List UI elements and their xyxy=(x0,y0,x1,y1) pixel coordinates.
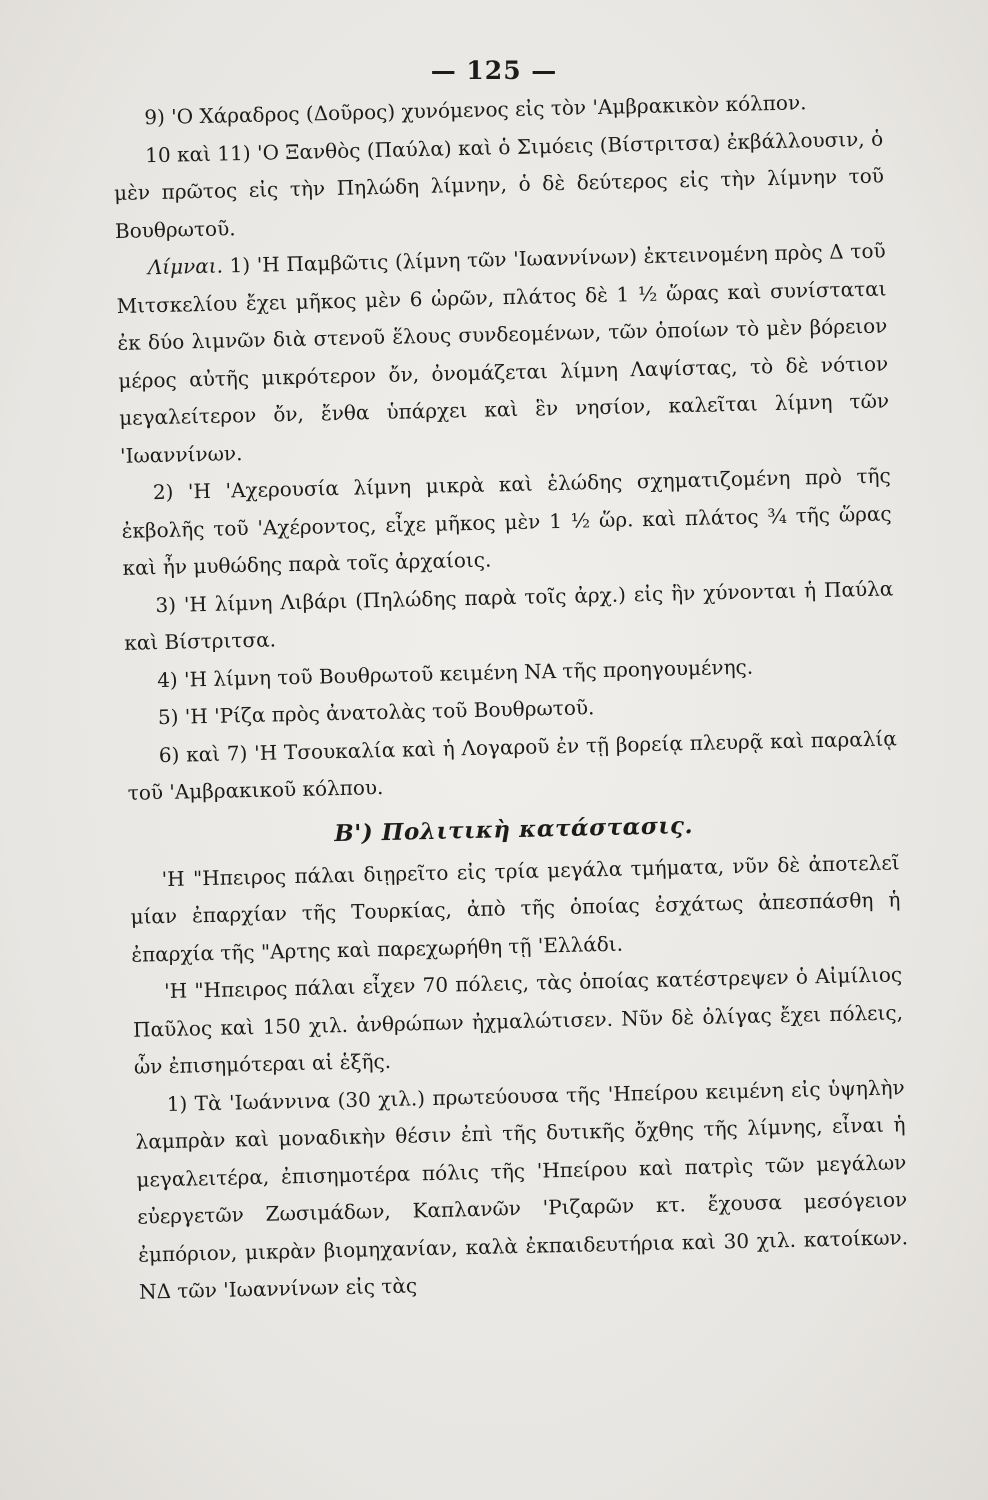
paragraph: 2) 'Η 'Αχερουσία λίμνη μικρὰ καὶ ἑλώδης σχηματιζομένη πρὸ τῆς ἐκβολῆς τοῦ 'Αχέροντος, εἶχε μῆκος μὲν 1 ½ ὥρ. καὶ πλάτος ¾ τῆς ὥρας καὶ ἦν μυθώδης παρὰ τοῖς ἀρχαίοις. xyxy=(121,463,892,580)
paragraph: 'Η "Ηπειρος πάλαι διῃρεῖτο εἰς τρία μεγάλα τμήματα, νῦν δὲ ἀποτελεῖ μίαν ἐπαρχίαν τῆς Τουρκίας, ἀπὸ τῆς ὁποίας ἐσχάτως ἀπεσπάσθη ἡ ἐπαρχία τῆς "Αρτης καὶ παρεχωρήθη τῇ 'Ελλάδι. xyxy=(130,849,901,967)
paragraph-lakes xyxy=(115,232,890,474)
section-title: Β') Πολιτικὴ κατάστασις. xyxy=(334,811,694,847)
lakes-label: Λίμναι. xyxy=(147,253,224,280)
page-number: — 125 — xyxy=(430,56,558,85)
paragraph: 9) 'Ο Χάραδρος (Δοῦρος) χυνόμενος εἰς τὸν 'Αμβρακικὸν κόλπον. xyxy=(144,90,807,130)
lakes-text: 1) 'Η Παμβῶτις (λίμνη τῶν 'Ιωαννίνων) ἐκτεινομένη πρὸς Δ τοῦ Μιτσκελίου ἔχει μῆκος μὲν 6 ὡρῶν, πλάτος δὲ 1 ½ ὥρας καὶ συνίσταται ἐκ δύο λιμνῶν διὰ στενοῦ ἕλους συνδεομένων, τῶν ὁποίων τὸ μὲν βόρειον μέρος αὐτῆς μικρότερον ὄν, ὀνομάζεται λίμνη Λαψίστας, τὸ δὲ νότιον μεγαλείτερον ὄν, ἔνθα ὑπάρχει καὶ ἓν νησίον, καλεῖται λίμνη τῶν 'Ιωαννίνων. xyxy=(116,238,890,468)
page-body xyxy=(112,83,909,1312)
paragraph: 10 καὶ 11) 'Ο Ξανθὸς (Παύλα) καὶ ὁ Σιμόεις (Βίστριτσα) ἐκβάλλουσιν, ὁ μὲν πρῶτος εἰς τὴν Πηλώδη λίμνην, ὁ δὲ δεύτερος εἰς τὴν λίμνην τοῦ Βουθρωτοῦ. xyxy=(113,126,885,243)
paragraph: 1) Τὰ 'Ιωάννινα (30 χιλ.) πρωτεύουσα τῆς 'Ηπείρου κειμένη εἰς ὑψηλὴν λαμπρὰν καὶ μοναδικὴν θέσιν ἐπὶ τῆς δυτικῆς ὄχθης τῆς λίμνης, εἶναι ἡ μεγαλειτέρα, ἐπισημοτέρα πόλις τῆς 'Ηπείρου καὶ πατρὶς τῶν μεγάλων εὐεργετῶν Ζωσιμάδων, Καπλανῶν 'Ριζαρῶν κτ. ἔχουσα μεσόγειον ἐμπόριον, μικρὰν βιομηχανίαν, καλὰ ἐκπαιδευτήρια καὶ 30 χιλ. κατοίκων. ΝΔ τῶν 'Ιωαννίνων εἰς τὰς xyxy=(135,1074,909,1304)
paragraph: 'Η "Ηπειρος πάλαι εἶχεν 70 πόλεις, τὰς ὁποίας κατέστρεψεν ὁ Αἰμίλιος Παῦλος καὶ 150 χιλ. ἀνθρώπων ἠχμαλώτισεν. Νῦν δὲ ὀλίγας ἔχει πόλεις, ὧν ἐπισημότεραι αἱ ἑξῆς. xyxy=(132,962,904,1079)
paragraph: 6) καὶ 7) 'Η Τσουκαλία καὶ ἡ Λογαροῦ ἐν τῇ βορείᾳ πλευρᾷ καὶ παραλίᾳ τοῦ 'Αμβρακικοῦ κόλπου. xyxy=(127,725,897,805)
paragraph: 5) 'Η 'Ρίζα πρὸς ἀνατολὰς τοῦ Βουθρωτοῦ. xyxy=(157,695,595,730)
paragraph: 3) 'Η λίμνη Λιβάρι (Πηλώδης παρὰ τοῖς ἀρχ.) εἰς ἣν χύνονται ἡ Παύλα καὶ Βίστριτσα. xyxy=(124,575,894,655)
paragraph: 4) 'Η λίμνη τοῦ Βουθρωτοῦ κειμένη ΝΑ τῆς προηγουμένης. xyxy=(156,654,754,692)
